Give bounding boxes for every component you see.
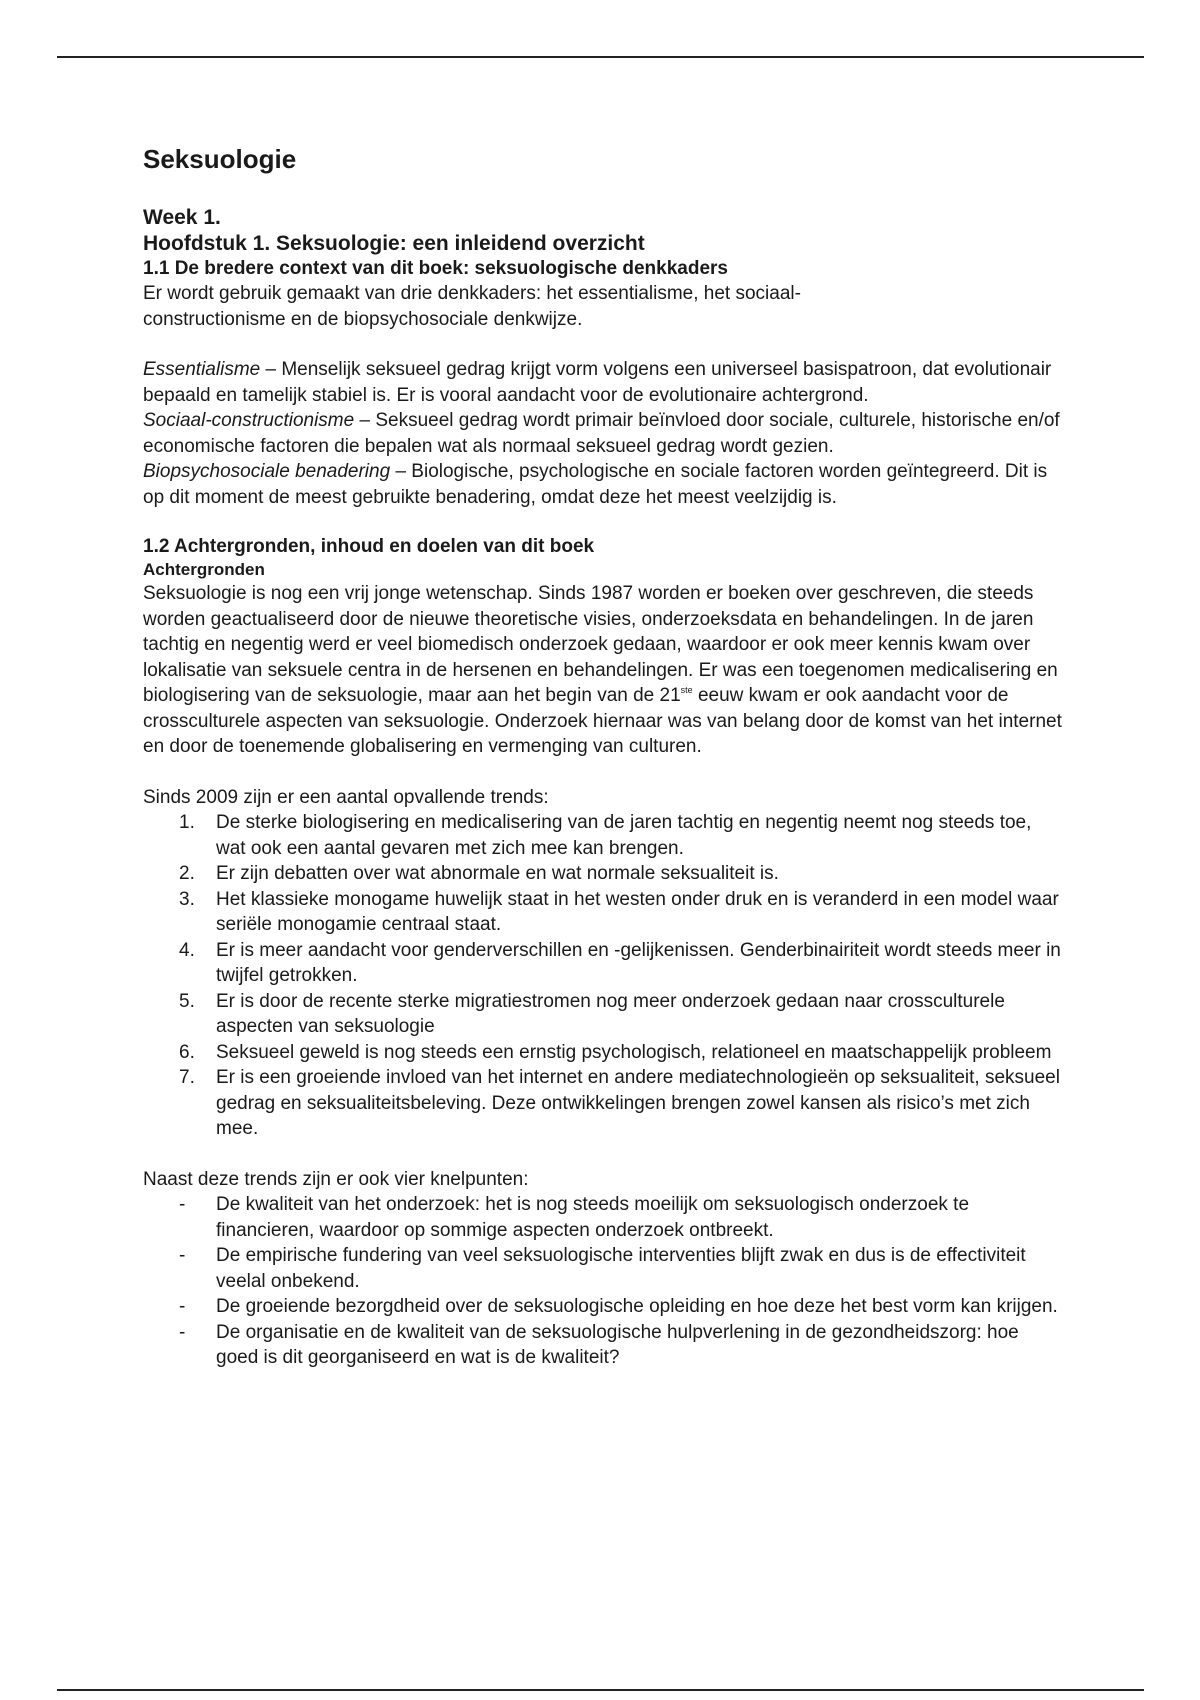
list-number: 6.	[179, 1041, 195, 1063]
list-item	[179, 1065, 1063, 1142]
list-item	[179, 1320, 1063, 1371]
section-1-1-heading: 1.1 De bredere context van dit boek: seksuologische denkkaders	[143, 258, 728, 279]
list-item	[179, 989, 1063, 1040]
list-number: 7.	[179, 1067, 195, 1088]
list-number: 1.	[179, 812, 195, 833]
list-item-text: De groeiende bezorgdheid over de seksuologische opleiding en hoe deze het best vorm kan krijgen.	[216, 1296, 1058, 1317]
essentialism-paragraph	[143, 357, 1063, 408]
list-item-text: Er is door de recente sterke migratiestromen nog meer onderzoek gedaan naar crossculturele aspecten van seksuologie	[216, 990, 1005, 1037]
list-dash: -	[179, 1245, 186, 1266]
list-item-text: De kwaliteit van het onderzoek: het is nog steeds moeilijk om seksuologisch onderzoek te financieren, waardoor op sommige aspecten onderzoek ontbreekt.	[216, 1194, 970, 1241]
list-item-text: Seksueel geweld is nog steeds een ernstig psychologisch, relationeel en maatschappelijk probleem	[216, 1041, 1052, 1063]
document-title: Seksuologie	[143, 144, 297, 174]
list-number: 4.	[179, 939, 195, 961]
knelpunten-list	[143, 1192, 1063, 1371]
achtergronden-text-1: Seksuologie is nog een vrij jonge wetenschap. Sinds 1987 worden er boeken over geschreven, die steeds worden geactualiseerd door de nieuwe theoretische visies, onderzoeksdata en behandelingen. In de jaren tachtig en negentig werd er veel biomedisch onderzoek gedaan, waardoor er ook meer kennis kwam over lokalisatie van seksuele centra in de hersenen en behandelingen. Er was een toegenomen medicalisering en biologisering van de seksuologie, maar aan het begin van de 21	[143, 583, 1058, 706]
social-constructionism-text: – Seksueel gedrag wordt primair beïnvloed door sociale, culturele, historische en/of economische factoren die bepalen wat als normaal seksueel gedrag wordt gezien.	[143, 410, 1060, 457]
list-item	[179, 1294, 1063, 1320]
bottom-rule	[57, 1689, 1144, 1691]
list-item-text: De sterke biologisering en medicalisering van de jaren tachtig en negentig neemt nog steeds toe, wat ook een aantal gevaren met zich mee kan brengen.	[216, 812, 1032, 859]
social-constructionism-paragraph	[143, 408, 1063, 459]
essentialism-term: Essentialisme	[143, 359, 261, 380]
list-number: 2.	[179, 863, 195, 884]
ordinal-superscript: ste	[680, 685, 693, 695]
list-item	[179, 861, 1063, 887]
list-item	[179, 887, 1063, 938]
essentialism-text: – Menselijk seksueel gedrag krijgt vorm volgens een universeel basispatroon, dat evolutionair bepaald en tamelijk stabiel is. Er is vooral aandacht voor de evolutionaire achtergrond.	[143, 359, 1052, 406]
biopsychosocial-term: Biopsychosociale benadering	[143, 461, 391, 482]
list-number: 3.	[179, 888, 195, 910]
achtergronden-subheading: Achtergronden	[143, 560, 265, 579]
trends-intro: Sinds 2009 zijn er een aantal opvallende trends:	[143, 786, 549, 808]
intro-line-1: Er wordt gebruik gemaakt van drie denkkaders: het essentialisme, het sociaal-	[143, 283, 801, 304]
list-item	[179, 938, 1063, 989]
trends-list	[143, 810, 1063, 1142]
chapter-heading: Hoofdstuk 1. Seksuologie: een inleidend overzicht	[143, 232, 645, 255]
list-number: 5.	[179, 990, 195, 1012]
achtergronden-text-2: eeuw kwam er ook aandacht voor de crossculturele aspecten van seksuologie. Onderzoek hiernaar was van belang door de komst van het internet en door de toenemende globalisering en vermenging van culturen.	[143, 685, 1062, 757]
social-constructionism-term: Sociaal-constructionisme	[143, 410, 355, 431]
list-item-text: Er is een groeiende invloed van het internet en andere mediatechnologieën op seksualiteit, seksueel gedrag en seksualiteitsbeleving. Deze ontwikkelingen brengen zowel kansen als risico’s met zich mee.	[216, 1067, 1060, 1139]
week-heading: Week 1.	[143, 206, 221, 229]
list-dash: -	[179, 1296, 186, 1317]
biopsychosocial-text: – Biologische, psychologische en sociale factoren worden geïntegreerd. Dit is op dit moment de meest gebruikte benadering, omdat deze het meest veelzijdig is.	[143, 461, 1048, 508]
list-item-text: De organisatie en de kwaliteit van de seksuologische hulpverlening in de gezondheidszorg: hoe goed is dit georganiseerd en wat is de kwaliteit?	[216, 1321, 1019, 1368]
document-body	[143, 143, 1063, 1371]
biopsychosocial-paragraph	[143, 459, 1063, 510]
list-item	[179, 1040, 1063, 1066]
top-rule	[57, 56, 1144, 58]
list-item	[179, 810, 1063, 861]
list-dash: -	[179, 1194, 186, 1215]
list-item-text: De empirische fundering van veel seksuologische interventies blijft zwak en dus is de effectiviteit veelal onbekend.	[216, 1245, 1026, 1292]
knelpunten-intro: Naast deze trends zijn er ook vier knelpunten:	[143, 1168, 529, 1190]
list-item-text: Er is meer aandacht voor genderverschillen en -gelijkenissen. Genderbinairiteit wordt steeds meer in twijfel getrokken.	[216, 939, 1061, 986]
list-item-text: Er zijn debatten over wat abnormale en wat normale seksualiteit is.	[216, 863, 779, 884]
achtergronden-paragraph	[143, 581, 1063, 760]
section-1-2-heading: 1.2 Achtergronden, inhoud en doelen van dit boek	[143, 536, 595, 557]
list-item	[179, 1192, 1063, 1243]
intro-line-2: constructionisme en de biopsychosociale denkwijze.	[143, 308, 583, 330]
section-1-1-intro	[143, 281, 1063, 332]
list-dash: -	[179, 1321, 186, 1343]
list-item-text: Het klassieke monogame huwelijk staat in het westen onder druk en is veranderd in een model waar seriële monogamie centraal staat.	[216, 888, 1059, 935]
list-item	[179, 1243, 1063, 1294]
